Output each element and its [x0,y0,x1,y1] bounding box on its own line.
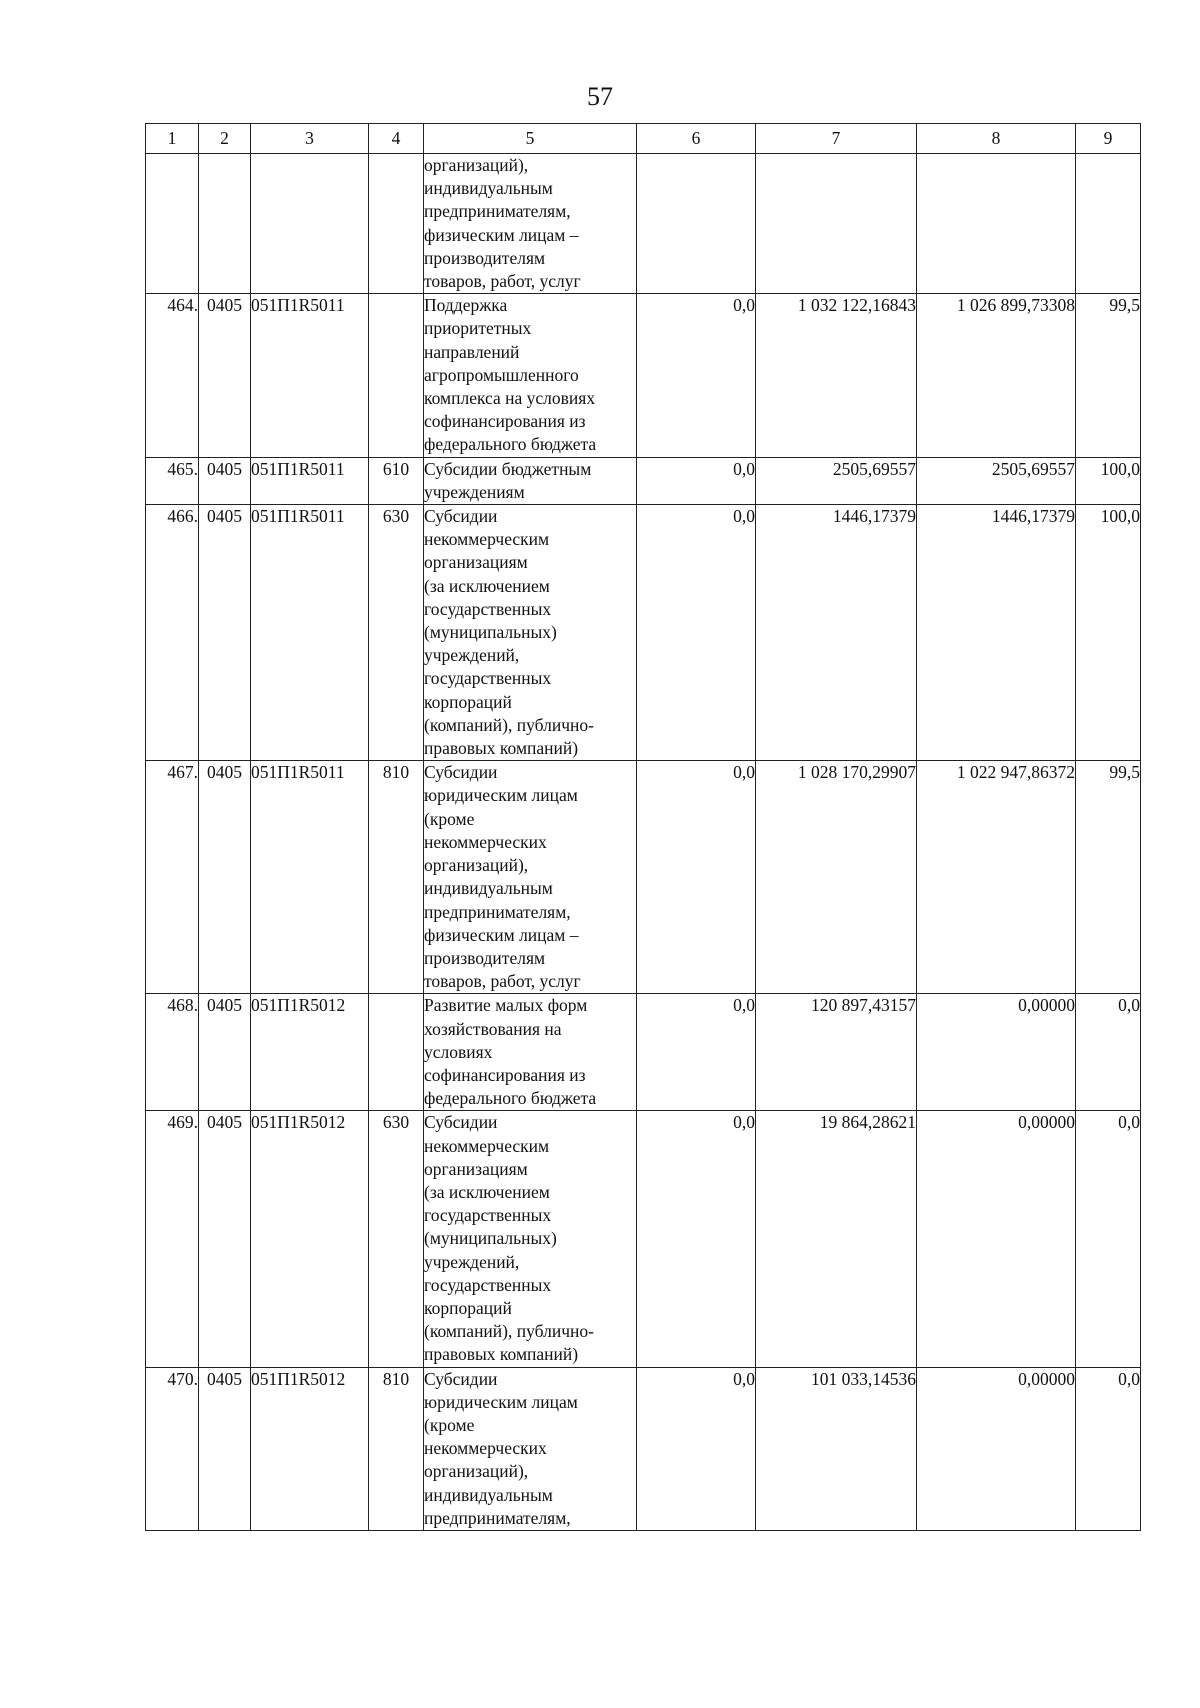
header-cell: 5 [424,124,637,154]
table-row [146,457,1141,504]
target-article-cell: 051П1R5011 [251,505,369,761]
value-col7-cell: 2505,69557 [756,457,917,504]
description-line: софинансирования из [424,411,586,432]
description-line: организациям [424,1158,528,1179]
description-line: федерального бюджета [424,434,597,455]
description-line: Развитие малых форм [424,995,588,1016]
percent-cell: 0,0 [1076,1111,1141,1367]
target-article-cell: 051П1R5011 [251,457,369,504]
description-line: правовых компаний) [424,738,579,759]
expense-type-cell: 810 [369,761,424,994]
value-col8-cell: 1 022 947,86372 [917,761,1076,994]
description-line: товаров, работ, услуг [424,971,581,992]
percent-cell: 100,0 [1076,457,1141,504]
header-cell: 4 [369,124,424,154]
target-article-cell: 051П1R5011 [251,761,369,994]
row-number-cell: 468. [146,994,199,1111]
description-line: условиях [424,1041,493,1062]
value-col8-cell: 1446,17379 [917,505,1076,761]
row-number-cell [146,154,199,294]
description-line: физическим лицам – [424,924,579,945]
section-code-cell: 0405 [199,294,251,457]
description-line: производителям [424,247,546,268]
header-cell: 3 [251,124,369,154]
description-line: некоммерческих [424,831,547,852]
description-line: государственных [424,1274,552,1295]
description-line: (муниципальных) [424,622,557,643]
percent-cell: 100,0 [1076,505,1141,761]
description-line: Субсидии [424,762,498,783]
description-line: Субсидии [424,506,498,527]
description-line: некоммерческим [424,529,550,550]
table-row [146,294,1141,457]
description-line: юридическим лицам [424,785,578,806]
section-code-cell: 0405 [199,457,251,504]
description-cell [424,154,637,294]
description-cell [424,761,637,994]
header-cell: 8 [917,124,1076,154]
description-line: индивидуальным [424,178,553,199]
description-cell [424,994,637,1111]
value-col8-cell: 0,00000 [917,1111,1076,1367]
description-line: (за исключением [424,1181,550,1202]
header-cell: 6 [637,124,756,154]
row-number-cell: 464. [146,294,199,457]
description-line: учреждениям [424,481,525,502]
description-line: хозяйствования на [424,1018,562,1039]
value-col7-cell: 1446,17379 [756,505,917,761]
description-line: направлений [424,341,520,362]
row-number-cell: 470. [146,1367,199,1530]
expense-type-cell: 630 [369,1111,424,1367]
description-line: юридическим лицам [424,1391,578,1412]
value-col6-cell: 0,0 [637,1367,756,1530]
table-row [146,505,1141,761]
description-line: индивидуальным [424,878,553,899]
table-row [146,154,1141,294]
description-line: Субсидии [424,1112,498,1133]
expense-type-cell [369,294,424,457]
value-col8-cell: 0,00000 [917,994,1076,1111]
description-line: Субсидии бюджетным [424,458,592,479]
description-line: некоммерческих [424,1438,547,1459]
value-col7-cell: 19 864,28621 [756,1111,917,1367]
table-row [146,994,1141,1111]
description-line: некоммерческим [424,1135,550,1156]
value-col6-cell: 0,0 [637,457,756,504]
description-line: товаров, работ, услуг [424,271,581,292]
description-cell [424,505,637,761]
percent-cell [1076,154,1141,294]
description-line: организаций), [424,855,529,876]
row-number-cell: 469. [146,1111,199,1367]
description-line: агропромышленного [424,364,579,385]
value-col8-cell: 0,00000 [917,1367,1076,1530]
section-code-cell: 0405 [199,994,251,1111]
percent-cell: 99,5 [1076,761,1141,994]
value-col7-cell: 120 897,43157 [756,994,917,1111]
description-line: учреждений, [424,1251,520,1272]
description-line: предпринимателям, [424,201,571,222]
description-line: (муниципальных) [424,1228,557,1249]
header-cell: 7 [756,124,917,154]
expense-type-cell [369,154,424,294]
description-line: предпринимателям, [424,901,571,922]
description-line: (кроме [424,808,475,829]
value-col6-cell: 0,0 [637,994,756,1111]
description-line: предпринимателям, [424,1507,571,1528]
description-line: государственных [424,598,552,619]
value-col6-cell [637,154,756,294]
description-line: (компаний), публично- [424,1321,594,1342]
percent-cell: 0,0 [1076,1367,1141,1530]
description-line: Поддержка [424,295,508,316]
description-line: физическим лицам – [424,224,579,245]
value-col6-cell: 0,0 [637,294,756,457]
row-number-cell: 465. [146,457,199,504]
value-col8-cell [917,154,1076,294]
description-line: правовых компаний) [424,1344,579,1365]
value-col7-cell: 1 028 170,29907 [756,761,917,994]
expense-type-cell: 810 [369,1367,424,1530]
budget-table [145,123,1141,1531]
description-line: государственных [424,668,552,689]
target-article-cell: 051П1R5011 [251,294,369,457]
description-cell [424,457,637,504]
description-line: корпораций [424,691,512,712]
section-code-cell: 0405 [199,505,251,761]
percent-cell: 99,5 [1076,294,1141,457]
expense-type-cell [369,994,424,1111]
description-line: софинансирования из [424,1064,586,1085]
description-line: федерального бюджета [424,1088,597,1109]
row-number-cell: 467. [146,761,199,994]
section-code-cell: 0405 [199,1367,251,1530]
header-cell: 2 [199,124,251,154]
table-row [146,1111,1141,1367]
description-line: индивидуальным [424,1484,553,1505]
section-code-cell: 0405 [199,761,251,994]
table-row [146,761,1141,994]
value-col8-cell: 2505,69557 [917,457,1076,504]
header-cell: 1 [146,124,199,154]
description-line: (компаний), публично- [424,714,594,735]
row-number-cell: 466. [146,505,199,761]
description-line: Субсидии [424,1368,498,1389]
target-article-cell: 051П1R5012 [251,1111,369,1367]
description-cell [424,294,637,457]
table-row [146,1367,1141,1530]
description-line: производителям [424,947,546,968]
percent-cell: 0,0 [1076,994,1141,1111]
description-line: (кроме [424,1414,475,1435]
header-row [146,124,1141,154]
description-line: приоритетных [424,318,532,339]
section-code-cell: 0405 [199,1111,251,1367]
target-article-cell: 051П1R5012 [251,994,369,1111]
value-col7-cell [756,154,917,294]
description-cell [424,1111,637,1367]
value-col6-cell: 0,0 [637,761,756,994]
description-line: комплекса на условиях [424,388,596,409]
value-col8-cell: 1 026 899,73308 [917,294,1076,457]
description-line: организаций), [424,1461,529,1482]
description-line: организаций), [424,155,529,175]
description-line: организациям [424,552,528,573]
table-body [146,154,1141,1531]
expense-type-cell: 610 [369,457,424,504]
value-col6-cell: 0,0 [637,1111,756,1367]
description-line: государственных [424,1205,552,1226]
description-line: учреждений, [424,645,520,666]
section-code-cell [199,154,251,294]
value-col7-cell: 101 033,14536 [756,1367,917,1530]
description-line: (за исключением [424,575,550,596]
page-number: 57 [587,82,613,111]
description-line: корпораций [424,1297,512,1318]
value-col7-cell: 1 032 122,16843 [756,294,917,457]
header-cell: 9 [1076,124,1141,154]
expense-type-cell: 630 [369,505,424,761]
value-col6-cell: 0,0 [637,505,756,761]
target-article-cell [251,154,369,294]
target-article-cell: 051П1R5012 [251,1367,369,1530]
description-cell [424,1367,637,1530]
